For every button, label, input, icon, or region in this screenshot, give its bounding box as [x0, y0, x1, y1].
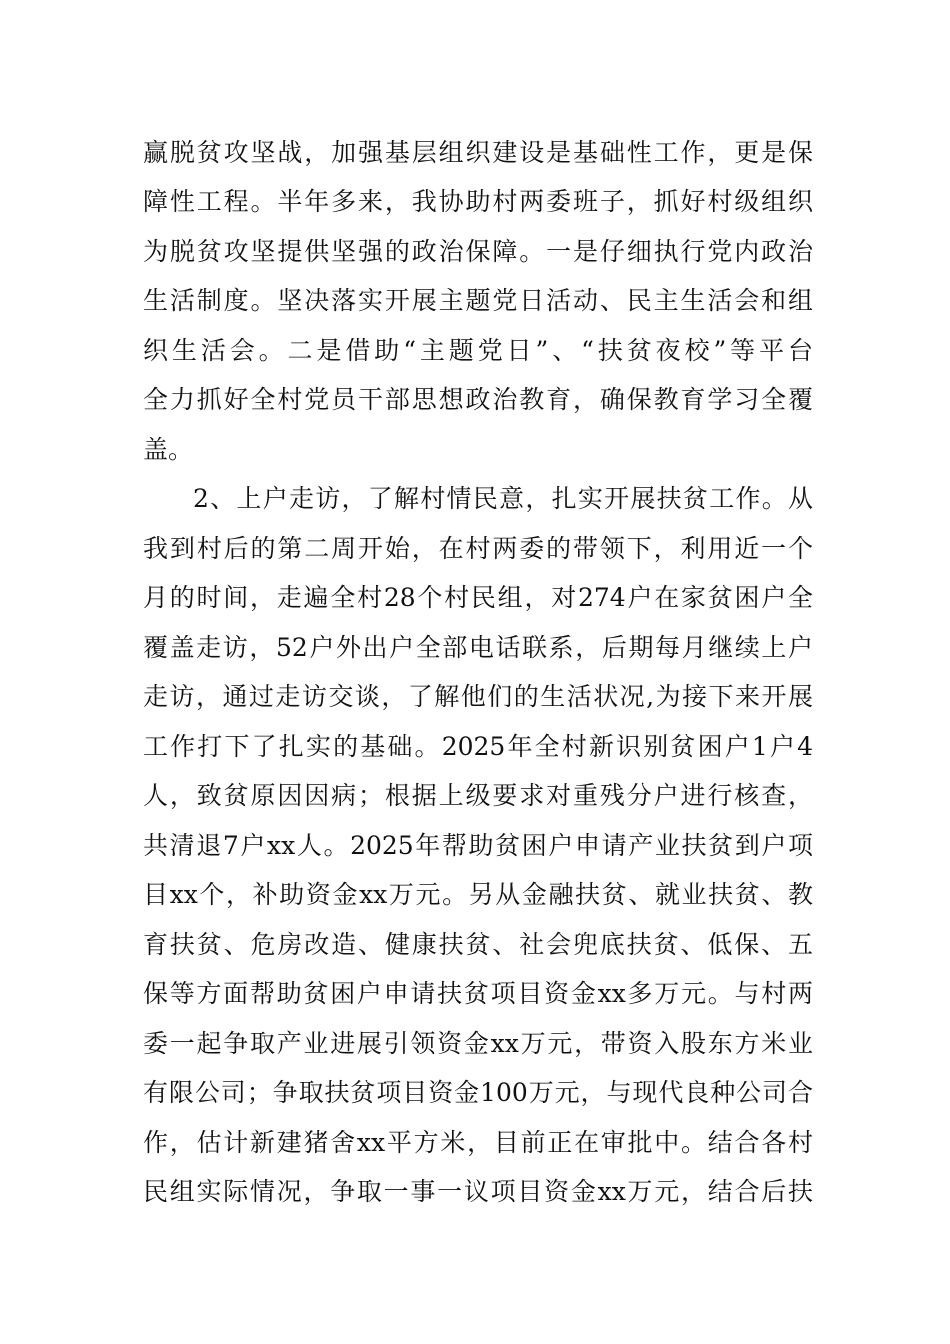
text-line-5: 织生活会。二是借助“主题党日”、“扶贫夜校”等平台 [143, 336, 813, 365]
text-line-19: 委一起争取产业进展引领资金xx万元，带资入股东方米业 [143, 1029, 813, 1058]
text-line-12: 走访，通过走访交谈，了解他们的生活状况,为接下来开展 [143, 682, 813, 711]
text-line-4: 生活制度。坚决落实开展主题党日活动、民主生活会和组 [143, 286, 813, 315]
text-line-15: 共清退7户xx人。2025年帮助贫困户申请产业扶贫到户项 [143, 831, 813, 860]
text-line-16: 目xx个，补助资金xx万元。另从金融扶贫、就业扶贫、教 [143, 880, 813, 909]
text-line-7: 盖。 [143, 435, 194, 464]
text-line-20: 有限公司；争取扶贫项目资金100万元，与现代良种公司合 [143, 1078, 813, 1107]
text-line-2: 障性工程。半年多来，我协助村两委班子，抓好村级组织 [143, 187, 813, 216]
text-line-17: 育扶贫、危房改造、健康扶贫、社会兜底扶贫、低保、五 [143, 930, 813, 959]
text-line-11: 覆盖走访，52户外出户全部电话联系，后期每月继续上户 [143, 633, 813, 662]
text-line-18: 保等方面帮助贫困户申请扶贫项目资金xx多万元。与村两 [143, 979, 813, 1008]
text-line-13: 工作打下了扎实的基础。2025年全村新识别贫困户1户4 [143, 732, 813, 761]
text-line-8: 2、上户走访，了解村情民意，扎实开展扶贫工作。从 [193, 484, 813, 513]
text-line-21: 作，估计新建猪舍xx平方米，目前正在审批中。结合各村 [143, 1128, 813, 1157]
text-line-1: 赢脱贫攻坚战，加强基层组织建设是基础性工作，更是保 [143, 138, 813, 167]
text-line-3: 为脱贫攻坚提供坚强的政治保障。一是仔细执行党内政治 [143, 237, 813, 266]
text-line-6: 全力抓好全村党员干部思想政治教育，确保教育学习全覆 [143, 385, 813, 414]
text-line-22: 民组实际情况，争取一事一议项目资金xx万元，结合后扶 [143, 1177, 813, 1206]
text-line-9: 我到村后的第二周开始，在村两委的带领下，利用近一个 [143, 534, 813, 563]
text-line-10: 月的时间，走遍全村28个村民组，对274户在家贫困户全 [143, 583, 813, 612]
text-line-14: 人，致贫原因因病；根据上级要求对重残分户进行核查， [143, 781, 813, 810]
